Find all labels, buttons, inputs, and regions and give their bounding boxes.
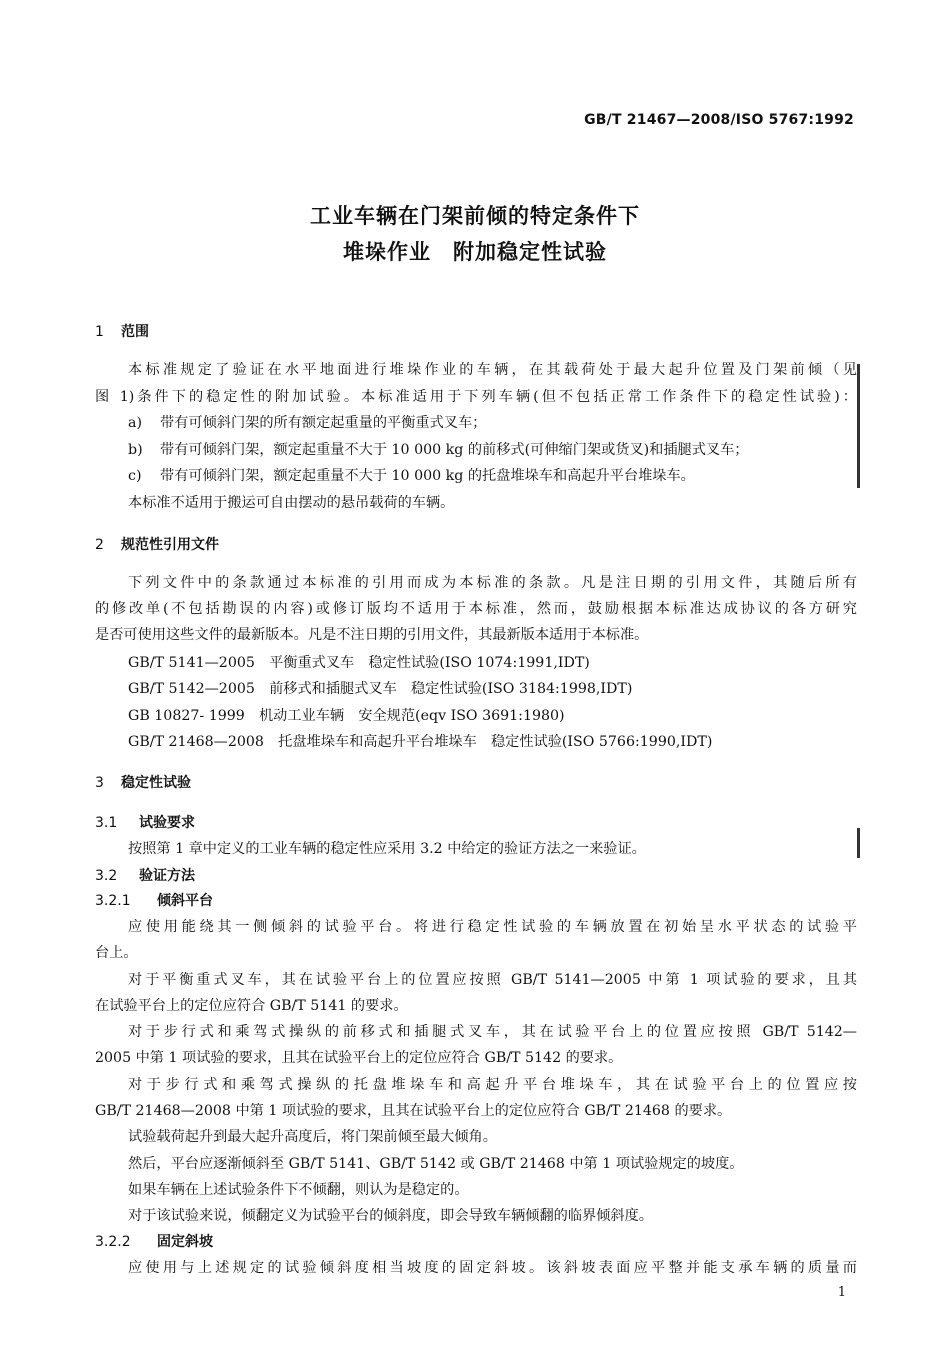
section-number: 1 xyxy=(95,324,104,340)
list-item-text: 带有可倾斜门架，额定起重量不大于 10 000 kg 的托盘堆垛车和高起升平台堆垛车。 xyxy=(160,468,695,484)
section-2-paragraph-line: 下列文件中的条款通过本标准的引用而成为本标准的条款。凡是注日期的引用文件，其随后所有 xyxy=(128,575,857,591)
section-number: 2 xyxy=(95,537,104,553)
standard-code: GB/T 21467—2008/ISO 5767:1992 xyxy=(584,112,854,128)
reference-item: GB/T 21468—2008 托盘堆垛车和高起升平台堆垛车 稳定性试验(ISO 5766:1990,IDT) xyxy=(128,734,713,750)
section-3-heading xyxy=(95,773,857,793)
list-item-c xyxy=(128,466,857,486)
change-bar xyxy=(857,828,860,858)
subsection-3-1-heading xyxy=(95,813,857,833)
section-1-paragraph-line: 本标准规定了验证在水平地面进行堆垛作业的车辆，在其载荷处于最大起升位置及门架前倾（见 xyxy=(128,362,857,378)
section-1-exclusion: 本标准不适用于搬运可自由摆动的悬吊载荷的车辆。 xyxy=(128,495,455,511)
paragraph-line: 应使用与上述规定的试验倾斜度相当坡度的固定斜坡。该斜坡表面应平整并能支承车辆的质量而 xyxy=(128,1260,857,1276)
subsection-3-1-text: 按照第 1 章中定义的工业车辆的稳定性应采用 3.2 中给定的验证方法之一来验证。 xyxy=(128,841,646,857)
subsection-3-2-1-heading xyxy=(95,891,857,911)
section-1-paragraph-line: 图 1)条件下的稳定性的附加试验。本标准适用于下列车辆(但不包括正常工作条件下的稳定性试验)： xyxy=(95,389,857,405)
subsection-3-2-2-heading xyxy=(95,1232,857,1252)
paragraph-line: 对于该试验来说，倾翻定义为试验平台的倾斜度，即会导致车辆倾翻的临界倾斜度。 xyxy=(128,1208,653,1224)
subsection-title: 验证方法 xyxy=(139,868,195,884)
section-2-paragraph-line: 的修改单(不包括勘误的内容)或修订版均不适用于本标准，然而，鼓励根据本标准达成协议的各方研究 xyxy=(95,601,857,617)
paragraph-line: 应使用能绕其一侧倾斜的试验平台。将进行稳定性试验的车辆放置在初始呈水平状态的试验平 xyxy=(128,919,857,935)
paragraph-line: 2005 中第 1 项试验的要求，且其在试验平台上的定位应符合 GB/T 5142 的要求。 xyxy=(95,1050,623,1066)
section-2-heading xyxy=(95,535,857,555)
paragraph-line: 如果车辆在上述试验条件下不倾翻，则认为是稳定的。 xyxy=(128,1182,469,1198)
change-bar xyxy=(857,364,860,488)
list-item-text: 带有可倾斜门架，额定起重量不大于 10 000 kg 的前移式(可伸缩门架或货叉)和插腿式叉车； xyxy=(160,442,749,458)
subsection-number: 3.1 xyxy=(95,815,118,831)
paragraph-line: 对于步行式和乘驾式操纵的托盘堆垛车和高起升平台堆垛车，其在试验平台上的位置应按 xyxy=(128,1077,857,1093)
paragraph-line: 然后，平台应逐渐倾斜至 GB/T 5141、GB/T 5142 或 GB/T 21468 中第 1 项试验规定的坡度。 xyxy=(128,1156,744,1172)
list-item-text: 带有可倾斜门架的所有额定起重量的平衡重式叉车； xyxy=(160,415,487,431)
section-1-heading xyxy=(95,322,857,342)
subsection-title: 固定斜坡 xyxy=(157,1234,213,1250)
paragraph-line: GB/T 21468—2008 中第 1 项试验的要求，且其在试验平台上的定位应符合 GB/T 21468 的要求。 xyxy=(95,1103,732,1119)
reference-item: GB 10827- 1999 机动工业车辆 安全规范(eqv ISO 3691:1980) xyxy=(128,708,565,724)
section-title: 稳定性试验 xyxy=(121,775,191,791)
list-item-b xyxy=(128,440,857,460)
list-item-label: c) xyxy=(128,468,142,484)
subsection-title: 倾斜平台 xyxy=(157,893,213,909)
list-item-a xyxy=(128,413,857,433)
subsection-number: 3.2 xyxy=(95,868,118,884)
document-title-line1: 工业车辆在门架前倾的特定条件下 xyxy=(310,204,640,228)
section-title: 范围 xyxy=(121,324,149,340)
page-number: 1 xyxy=(837,1285,846,1300)
paragraph-line: 在试验平台上的定位应符合 GB/T 5141 的要求。 xyxy=(95,998,408,1014)
reference-item: GB/T 5141—2005 平衡重式叉车 稳定性试验(ISO 1074:1991,IDT) xyxy=(128,655,590,671)
list-item-label: a) xyxy=(128,415,142,431)
section-2-paragraph-line: 是否可使用这些文件的最新版本。凡是不注日期的引用文件，其最新版本适用于本标准。 xyxy=(95,627,649,643)
list-item-label: b) xyxy=(128,442,143,458)
paragraph-line: 对于步行式和乘驾式操纵的前移式和插腿式叉车，其在试验平台上的位置应按照 GB/T 5142— xyxy=(128,1024,857,1040)
section-title: 规范性引用文件 xyxy=(121,537,219,553)
paragraph-line: 台上。 xyxy=(95,945,138,961)
section-number: 3 xyxy=(95,775,104,791)
document-title-line2: 堆垛作业 附加稳定性试验 xyxy=(343,240,607,264)
subsection-number: 3.2.1 xyxy=(95,893,131,909)
paragraph-line: 试验载荷起升到最大起升高度后，将门架前倾至最大倾角。 xyxy=(128,1129,497,1145)
paragraph-line: 对于平衡重式叉车，其在试验平台上的位置应按照 GB/T 5141—2005 中第 1 项试验的要求，且其 xyxy=(128,972,857,988)
subsection-number: 3.2.2 xyxy=(95,1234,131,1250)
subsection-3-2-heading xyxy=(95,866,857,886)
subsection-title: 试验要求 xyxy=(139,815,195,831)
reference-item: GB/T 5142—2005 前移式和插腿式叉车 稳定性试验(ISO 3184:1998,IDT) xyxy=(128,681,633,697)
